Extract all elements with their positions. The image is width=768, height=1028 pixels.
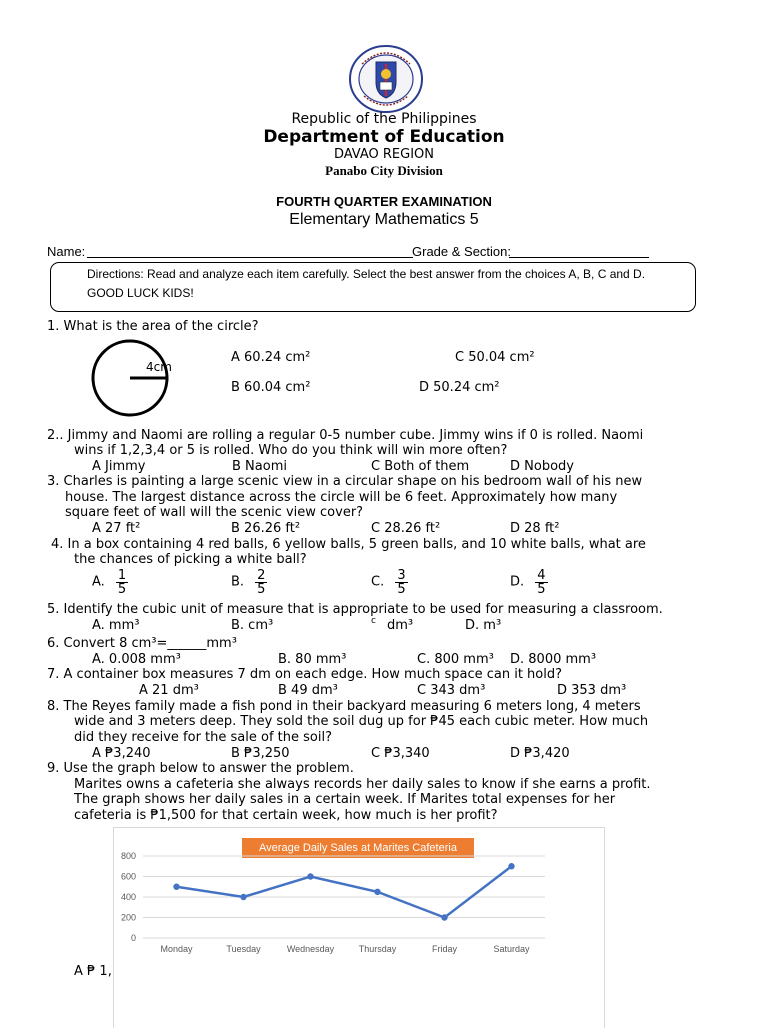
fraction-numerator: 2 [257,568,266,583]
region-line: DAVAO REGION [333,147,435,162]
q4-option-b-label: B. [231,574,245,590]
division-line: Panabo City Division [325,163,443,178]
fraction-numerator: 4 [537,568,546,583]
q3-option-c[interactable]: C 28.26 ft² [371,521,441,536]
q2-option-c[interactable]: C Both of them [371,459,470,474]
x-tick-label: Friday [431,944,458,954]
q5-option-a[interactable]: A. mm³ [92,618,140,633]
q8-text-line3: did they receive for the sale of the soil? [74,730,332,745]
x-tick-label: Tuesday [226,944,261,954]
q6-option-a[interactable]: A. 0.008 mm³ [92,652,181,667]
q3-option-d[interactable]: D 28 ft² [510,521,560,536]
circle-figure [90,337,170,419]
data-point [240,894,246,900]
q2-option-d[interactable]: D Nobody [510,459,574,474]
q1-text: 1. What is the area of the circle? [47,319,259,334]
exam-title: FOURTH QUARTER EXAMINATION [276,194,492,209]
q2-text-line1: 2.. Jimmy and Naomi are rolling a regular 0-5 number cube. Jimmy wins if 0 is rolled. Naomi [47,428,644,443]
q7-option-c[interactable]: C 343 dm³ [417,683,486,698]
q6-option-d[interactable]: D. 8000 mm³ [510,652,597,667]
q4-option-b-fraction [255,569,267,596]
data-point [173,884,179,890]
grade-label: Grade & Section: [412,244,511,259]
q4-option-c[interactable] [371,569,408,596]
q2-option-a[interactable]: A Jimmy [92,459,146,474]
fraction-denominator: 5 [117,582,127,597]
q9-text-line2: Marites owns a cafeteria she always records her daily sales to know if she earns a profit. [74,777,651,792]
q6-option-b[interactable]: B. 80 mm³ [278,652,347,667]
q5-option-b[interactable]: B. cm³ [231,618,274,633]
q9-text-line4: cafeteria is ₱1,500 for that certain week, how much is her profit? [74,808,498,823]
series-line [177,866,512,917]
name-line[interactable] [87,257,413,258]
q1-option-a[interactable]: A 60.24 cm² [231,350,311,365]
fraction-denominator: 5 [537,582,546,597]
q3-text-line3: square feet of wall will the scenic view cover? [65,505,364,520]
data-point [307,873,313,879]
q7-option-d[interactable]: D 353 dm³ [557,683,627,698]
sales-line-chart [113,845,603,960]
q3-option-a[interactable]: A 27 ft² [92,521,141,536]
q1-option-c[interactable]: C 50.04 cm² [455,350,535,365]
chart-title: Average Daily Sales at Marites Cafeteria [242,838,474,858]
q8-text-line1: 8. The Reyes family made a fish pond in their backyard measuring 6 meters long, 4 meters [47,699,641,714]
data-point [508,863,514,869]
q4-text-line2: the chances of picking a white ball? [74,552,307,567]
q2-text-line2: wins if 1,2,3,4 or 5 is rolled. Who do you think will win more often? [74,443,508,458]
x-tick-label: Wednesday [286,944,335,954]
q5-text: 5. Identify the cubic unit of measure that is appropriate to be used for measuring a classroom. [47,602,663,617]
deped-seal-logo [348,44,424,114]
name-label: Name: [47,244,86,259]
q7-option-a[interactable]: A 21 dm³ [139,683,199,698]
q9-text-line3: The graph shows her daily sales in a certain week. If Marites total expenses for her [74,792,616,807]
q4-option-a[interactable] [92,569,128,596]
q4-option-c-label: C. [371,574,385,590]
q8-option-c[interactable]: C ₱3,340 [371,746,430,761]
y-tick-label: 0 [130,933,136,943]
data-point [374,889,380,895]
directions-goodluck: GOOD LUCK KIDS! [87,286,194,300]
q5-option-d[interactable]: D. m³ [465,618,502,633]
y-tick-label: 200 [120,912,136,923]
q8-option-b[interactable]: B ₱3,250 [231,746,290,761]
grade-line[interactable] [509,257,649,258]
q1-option-b[interactable]: B 60.04 cm² [231,380,311,395]
fraction-denominator: 5 [257,582,266,597]
fraction-denominator: 5 [397,582,406,597]
fraction-numerator: 3 [397,568,406,583]
q7-option-b[interactable]: B 49 dm³ [278,683,338,698]
y-tick-label: 600 [120,871,136,882]
q7-text: 7. A container box measures 7 dm on each edge. How much space can it hold? [47,667,563,682]
q1-option-d[interactable]: D 50.24 cm² [419,380,500,395]
department-title: Department of Education [263,127,505,147]
q6-text: 6. Convert 8 cm³=______mm³ [47,636,237,651]
subject-title: Elementary Mathematics 5 [289,211,479,228]
q9-text-line1: 9. Use the graph below to answer the problem. [47,761,354,776]
q5-option-c[interactable]: dm³ [387,618,414,633]
q6-option-c[interactable]: C. 800 mm³ [417,652,494,667]
y-tick-label: 800 [120,851,136,861]
q8-option-d[interactable]: D ₱3,420 [510,746,570,761]
q4-option-d-label: D. [510,574,525,590]
q3-text-line2: house. The largest distance across the circle will be 6 feet. Approximately how many [65,490,618,505]
q2-option-b[interactable]: B Naomi [232,459,287,474]
q9-partial-answer[interactable]: A ₱ 1, [74,964,112,979]
x-tick-label: Monday [160,944,193,954]
q4-option-d[interactable] [510,569,548,596]
directions-text: Directions: Read and analyze each item carefully. Select the best answer from the choices A, B, C and D. [87,267,646,281]
q4-option-a-label: A. [92,574,105,590]
fraction-numerator: 1 [117,568,127,583]
q4-option-c-fraction [395,569,407,596]
q8-option-a[interactable]: A ₱3,240 [92,746,151,761]
republic-line: Republic of the Philippines [291,111,477,127]
q5-option-c-mark: c [371,616,376,626]
q4-option-d-fraction [535,569,547,596]
x-tick-label: Thursday [358,944,397,954]
y-tick-label: 400 [120,892,136,902]
q4-text-line1: 4. In a box containing 4 red balls, 6 yellow balls, 5 green balls, and 10 white balls, what are [51,537,646,552]
x-tick-label: Saturday [493,944,530,954]
q3-option-b[interactable]: B 26.26 ft² [231,521,301,536]
radius-label: 4cm [146,360,172,374]
q3-text-line1: 3. Charles is painting a large scenic view in a circular shape on his bedroom wall of his new [47,474,643,489]
q4-option-a-fraction [116,569,128,596]
q8-text-line2: wide and 3 meters deep. They sold the soil dug up for ₱45 each cubic meter. How much [74,714,649,729]
data-point [441,914,447,920]
q4-option-b[interactable] [231,569,267,596]
